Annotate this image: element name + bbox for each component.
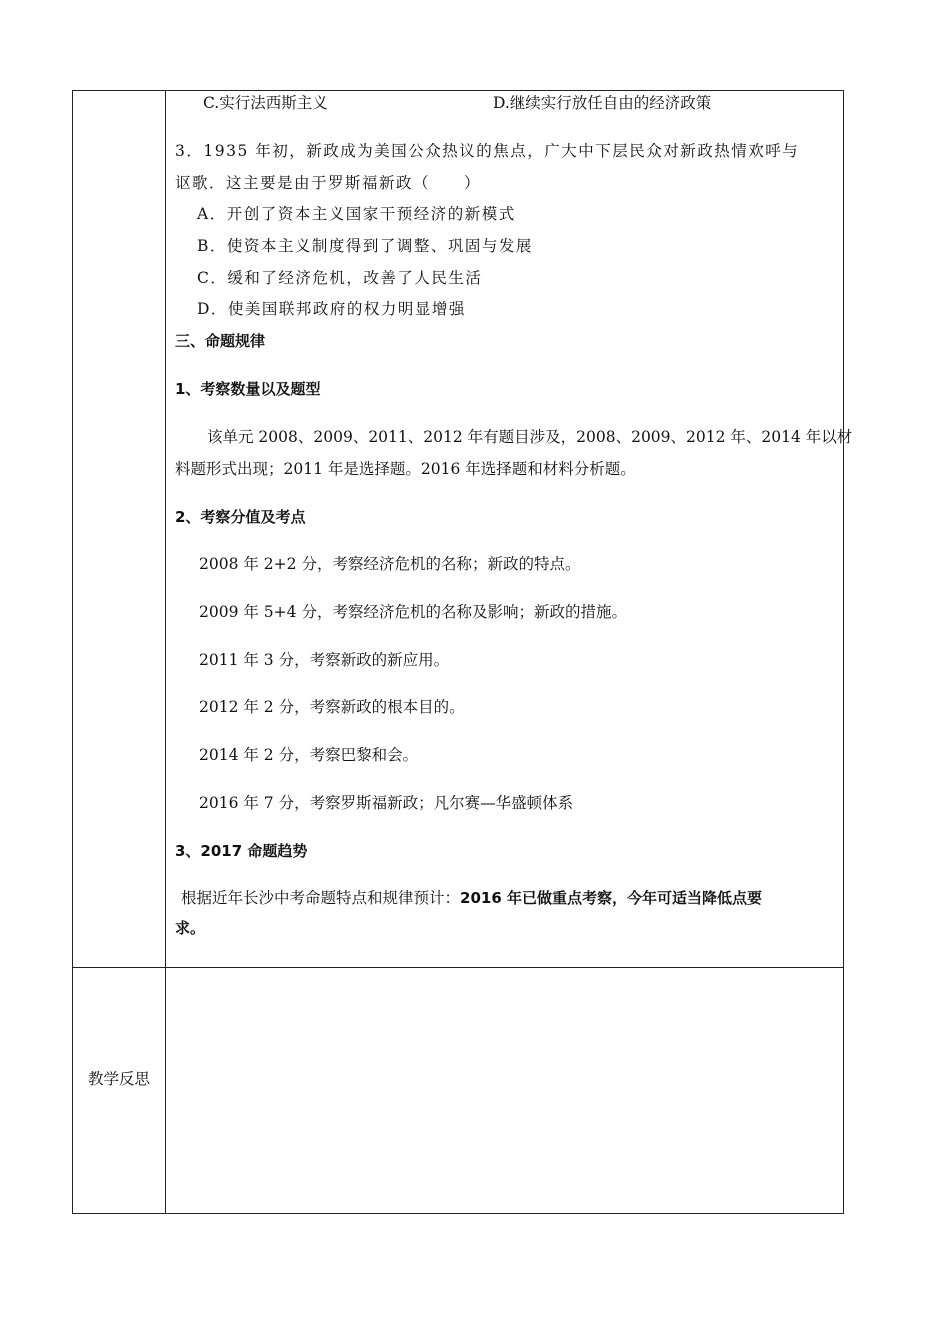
option-c: C.实行法西斯主义	[203, 94, 328, 112]
question3-option-c: C．缓和了经济危机，改善了人民生活	[197, 269, 483, 287]
question3-option-a: A．开创了资本主义国家干预经济的新模式	[197, 205, 516, 223]
para1-line1: 该单元 2008、2009、2011、2012 年有题目涉及，2008、2009、2012 年、2014 年以材	[207, 428, 853, 446]
lesson-table	[72, 90, 853, 1214]
para1-line2: 料题形式出现；2011 年是选择题。2016 年选择题和材料分析题。	[175, 460, 636, 478]
score-item: 2016 年 7 分，考察罗斯福新政；凡尔赛—华盛顿体系	[199, 794, 574, 812]
score-item: 2008 年 2+2 分，考察经济危机的名称；新政的特点。	[199, 555, 581, 573]
score-item: 2011 年 3 分，考察新政的新应用。	[199, 651, 450, 669]
score-item: 2009 年 5+4 分，考察经济危机的名称及影响；新政的措施。	[199, 603, 627, 621]
trend-text: 根据近年长沙中考命题特点和规律预计：	[181, 889, 461, 907]
reflection-label: 教学反思	[87, 1070, 150, 1088]
column-divider	[165, 91, 166, 1213]
question3-line1: 3．1935 年初，新政成为美国公众热议的焦点，广大中下层民众对新政热情欢呼与	[175, 142, 800, 160]
trend-line2: 求。	[175, 919, 206, 937]
question3-option-b: B．使资本主义制度得到了调整、巩固与发展	[197, 237, 533, 255]
subheading-trend: 3、2017 命题趋势	[175, 842, 308, 860]
question3-option-d: D．使美国联邦政府的权力明显增强	[197, 300, 466, 318]
trend-emphasis: 2016 年已做重点考察，今年可适当降低点要	[460, 889, 762, 907]
score-item: 2012 年 2 分，考察新政的根本目的。	[199, 698, 465, 716]
score-item: 2014 年 2 分，考察巴黎和会。	[199, 746, 419, 764]
row-divider	[73, 967, 843, 968]
question3-line2: 讴歌．这主要是由于罗斯福新政（ ）	[175, 174, 482, 192]
trend-line1	[181, 888, 762, 908]
subheading-quantity: 1、考察数量以及题型	[175, 380, 321, 398]
subheading-scores: 2、考察分值及考点	[175, 508, 306, 526]
option-d: D.继续实行放任自由的经济政策	[493, 94, 712, 112]
section3-heading: 三、命题规律	[175, 332, 266, 350]
